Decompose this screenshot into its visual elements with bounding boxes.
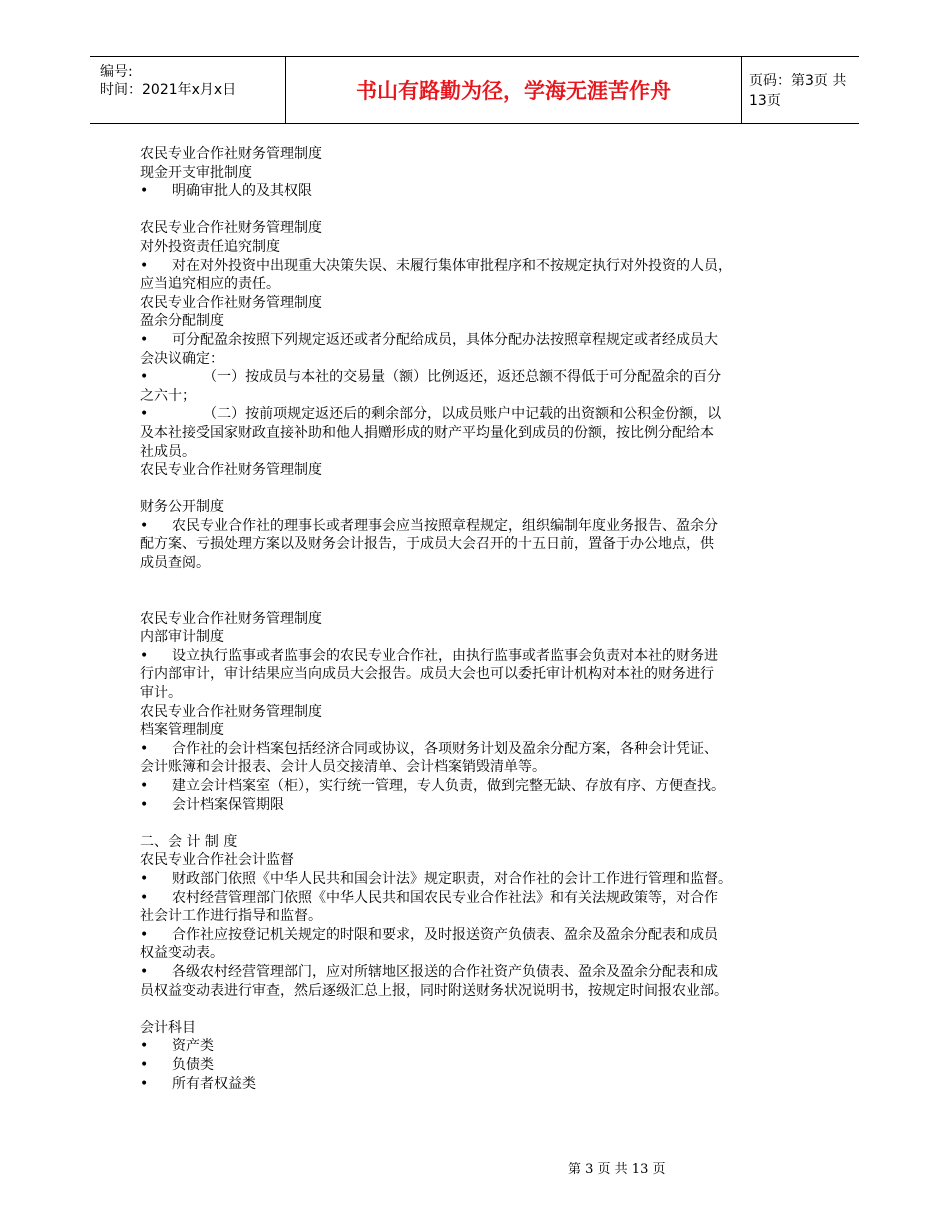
bullet-text: 农民专业合作社的理事长或者理事会应当按照章程规定，组织编制年度业务报告、盈余分 [172,517,718,534]
bullet-marker: • [140,889,149,906]
bullet-line [140,1037,820,1056]
text-line: 内部审计制度 [140,629,224,646]
bullet-line [140,257,820,276]
text-line: 档案管理制度 [140,722,224,739]
bullet-line [140,182,820,201]
text-line: 财务公开制度 [140,499,224,516]
bullet-text: 合作社应按登记机关规定的时限和要求，及时报送资产负债表、盈余及盈余分配表和成员 [172,926,718,943]
bullet-marker: • [140,796,149,813]
text-line: 及本社接受国家财政直接补助和他人捐赠形成的财产平均量化到成员的份额，按比例分配给本 [140,424,714,441]
bullet-marker: • [140,369,149,386]
bullet-line [140,740,820,759]
bullet-text: （一）按成员与本社的交易量（额）比例返还，返还总额不得低于可分配盈余的百分 [172,369,722,386]
blank-line [140,814,820,833]
bullet-text: 明确审批人的及其权限 [172,183,312,200]
text-line: 会计科目 [140,1019,196,1036]
text-line: 对外投资责任追究制度 [140,238,280,255]
bullet-line [140,926,820,945]
bullet-marker: • [140,1075,149,1092]
text-line: 审计。 [140,685,182,702]
blank-line [140,480,820,499]
text-line: 农民专业合作社财务管理制度 [140,703,322,720]
text-line: 之六十； [140,387,196,404]
bullet-marker: • [140,406,149,423]
header-left-cell [90,57,285,123]
bullet-text: 对在对外投资中出现重大决策失误、未履行集体审批程序和不按规定执行对外投资的人员， [172,257,732,274]
text-line: 农民专业合作社财务管理制度 [140,462,322,479]
text-line: 配方案、亏损处理方案以及财务会计报告，于成员大会召开的十五日前，置备于办公地点，供 [140,536,714,553]
bullet-text: 会计档案保管期限 [172,796,284,813]
text-line: 应当追究相应的责任。 [140,276,280,293]
bullet-line [140,889,820,908]
blank-line [140,573,820,610]
bullet-line [140,1056,820,1075]
bullet-marker: • [140,517,149,534]
header-motto: 书山有路勤为径，学海无涯苦作舟 [285,57,742,123]
text-line: 员权益变动表进行审查，然后逐级汇总上报，同时附送财务状况说明书，按规定时间报农业部。 [140,982,728,999]
page-footer: 第 3 页 共 13 页 [568,1162,666,1177]
bullet-line [140,405,820,424]
bullet-line [140,517,820,536]
header-page-number: 页码：第3页 共13页 [749,73,847,109]
text-line: 盈余分配制度 [140,313,224,330]
bullet-line [140,331,820,350]
bullet-text: 农村经营管理部门依照《中华人民共和国农民专业合作社法》和有关法规政策等，对合作 [172,889,718,906]
bullet-text: 各级农村经营管理部门，应对所辖地区报送的合作社资产负债表、盈余及盈余分配表和成 [172,963,718,980]
text-line: 二、会 计 制 度 [140,833,238,850]
bullet-marker: • [140,926,149,943]
bullet-line [140,1075,820,1094]
text-line: 农民专业合作社会计监督 [140,852,294,869]
bullet-line [140,870,820,889]
bullet-text: 财政部门依照《中华人民共和国会计法》规定职责，对合作社的会计工作进行管理和监督。 [172,870,732,887]
bullet-marker: • [140,963,149,980]
bullet-line [140,777,820,796]
bullet-text: 设立执行监事或者监事会的农民专业合作社，由执行监事或者监事会负责对本社的财务进 [172,647,718,664]
document-time-label: 时间：2021年x月x日 [100,82,237,98]
text-line: 社成员。 [140,443,196,460]
text-line: 农民专业合作社财务管理制度 [140,294,322,311]
text-line: 农民专业合作社财务管理制度 [140,220,322,237]
text-line: 会决议确定： [140,350,224,367]
blank-line [140,201,820,220]
header-right-cell [741,57,859,123]
bullet-text: 资产类 [172,1038,214,1055]
text-line: 社会计工作进行指导和监督。 [140,908,322,925]
bullet-marker: • [140,740,149,757]
text-line: 农民专业合作社财务管理制度 [140,610,322,627]
document-number-label: 编号: [100,64,133,80]
bullet-marker: • [140,257,149,274]
bullet-text: 合作社的会计档案包括经济合同或协议，各项财务计划及盈余分配方案，各种会计凭证、 [172,740,718,757]
bullet-line [140,647,820,666]
bullet-marker: • [140,778,149,794]
bullet-line [140,963,820,982]
bullet-marker: • [140,1038,149,1055]
text-line: 权益变动表。 [140,945,224,962]
document-body [140,145,820,1093]
bullet-line [140,368,820,387]
bullet-text: 所有者权益类 [172,1075,256,1092]
page-header [90,56,859,124]
bullet-marker: • [140,647,149,664]
bullet-text: 建立会计档案室（柜），实行统一管理，专人负责，做到完整无缺、存放有序、方便查找。 [172,778,725,794]
text-line: 行内部审计，审计结果应当向成员大会报告。成员大会也可以委托审计机构对本社的财务进行 [140,666,714,683]
bullet-marker: • [140,870,149,887]
bullet-marker: • [140,331,149,348]
bullet-text: 可分配盈余按照下列规定返还或者分配给成员，具体分配办法按照章程规定或者经成员大 [172,331,718,348]
text-line: 成员查阅。 [140,555,210,572]
text-line: 农民专业合作社财务管理制度 [140,146,322,162]
blank-line [140,1000,820,1019]
bullet-text: 负债类 [172,1056,214,1073]
bullet-text: （二）按前项规定返还后的剩余部分，以成员账户中记载的出资额和公积金份额，以 [172,406,722,423]
bullet-marker: • [140,183,149,200]
bullet-marker: • [140,1056,149,1073]
text-line: 会计账簿和会计报表、会计人员交接清单、会计档案销毁清单等。 [140,759,546,776]
text-line: 现金开支审批制度 [140,164,252,181]
bullet-line [140,796,820,815]
